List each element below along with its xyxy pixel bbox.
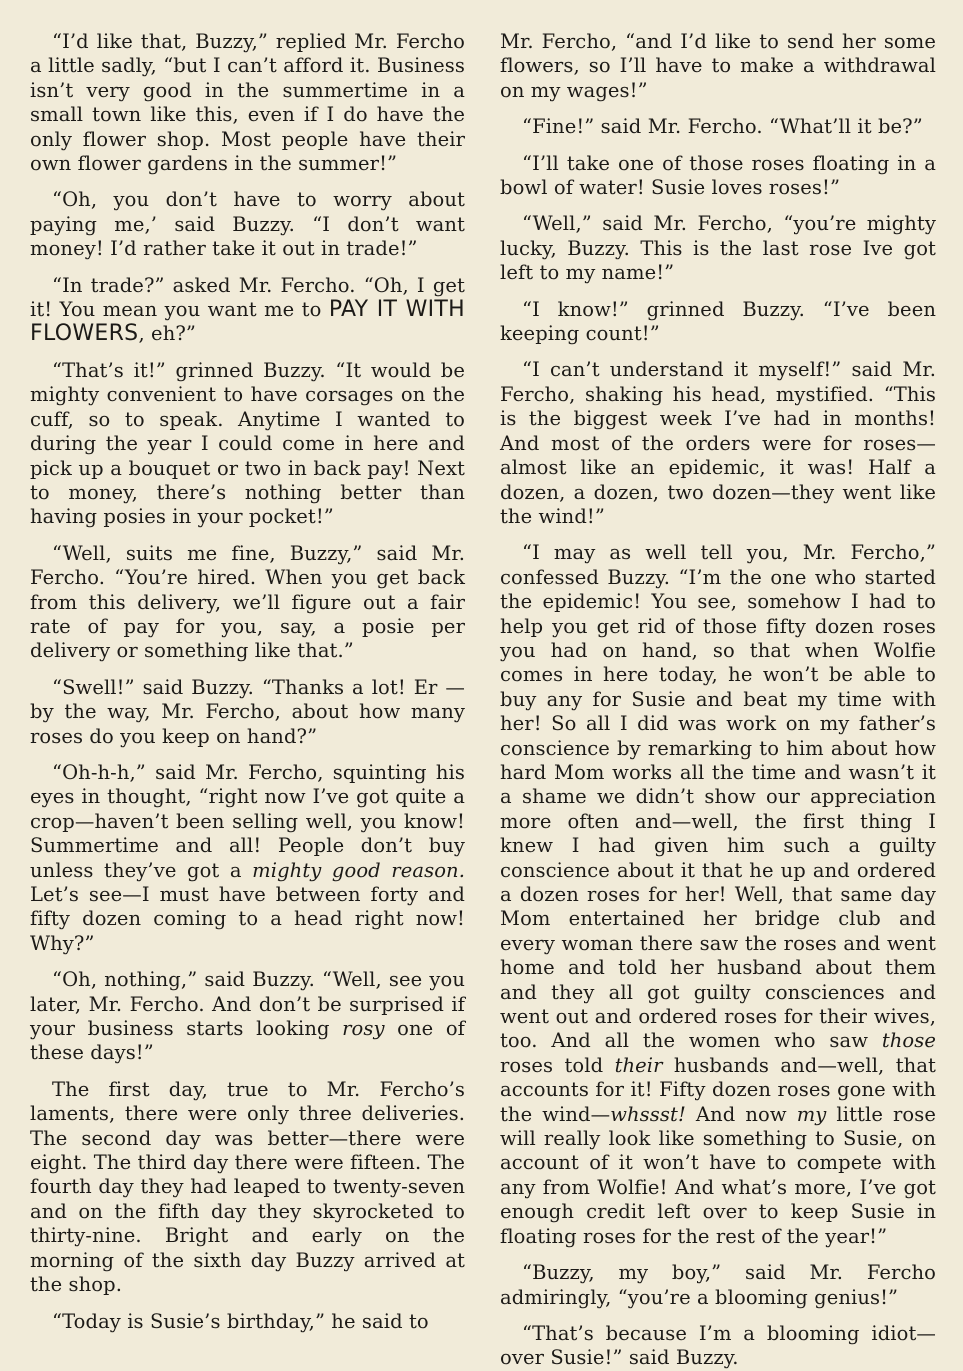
text-run: roses told xyxy=(500,1053,615,1077)
paragraph: “That’s it!” grinned Buzzy. “It would be mighty convenient to have corsages on the cuff, so to speak. Anytime I wanted to during the year I could come in here and pick up a bouquet or two in back pay! Next to money, there’s nothing better than having posies in your pocket!” xyxy=(30,358,465,529)
text-run: Let’s see—I must have between forty and fifty dozen coming to a head right now! Why?” xyxy=(30,883,465,955)
paragraph: “Well,” said Mr. Fercho, “you’re mighty lucky, Buzzy. This is the last rose Ive got left to my name!” xyxy=(500,212,936,285)
paragraph xyxy=(30,761,465,956)
paragraph: “I can’t understand it myself!” said Mr. Fercho, shaking his head, mystified. “This is the biggest week I’ve had in months! And most of the orders were for roses—almost like an epidemic, it was! Half a dozen, a dozen, two dozen—they went like the wind!” xyxy=(500,358,936,528)
paragraph: “Buzzy, my boy,” said Mr. Fercho admiringly, “you’re a blooming genius!” xyxy=(500,1261,936,1309)
emphasis-italic: their xyxy=(614,1053,663,1077)
paragraph: “Today is Susie’s birthday,” he said to xyxy=(52,1309,429,1333)
text-run: husbands and—well, that accounts for it! Fifty dozen roses gone with the wind— xyxy=(500,1053,936,1126)
text-run: And now xyxy=(685,1102,797,1126)
paragraph: The first day, true to Mr. Fercho’s laments, there were only three deliveries. The second day was better—there were eight. The third day there were fifteen. The fourth day they had leaped to twenty-seven and on the fifth day they skyrocketed to thirty-nine. Bright and early on the morning of the sixth day Buzzy arrived at the shop. xyxy=(30,1077,465,1297)
paragraph: “Fine!” said Mr. Fercho. “What’ll it be?” xyxy=(522,115,923,139)
emphasis-italic: whssst! xyxy=(610,1102,686,1126)
paragraph: “I’d like that, Buzzy,” replied Mr. Fercho a little sadly, “but I can’t afford it. Business isn’t very good in the summertime in a small town like this, even if I do have the only flower shop. Most people have their own flower gardens in the summer!” xyxy=(30,30,465,176)
right-text-column xyxy=(500,30,936,1370)
text-run: little rose will really look like something to Susie, on account of it won’t have to compete with any from Wolfie! And what’s more, I’ve got enough credit left over to keep Susie in floating roses for the rest of the year!” xyxy=(500,1102,936,1248)
text-run: “Oh-h-h,” said Mr. Fercho, squinting his eyes in thought, “right now I’ve got quite a crop—haven’t been selling well, you know! Summertime and all! People don’t buy unless they’ve got a xyxy=(30,760,465,882)
paragraph xyxy=(30,274,465,347)
text-run: “In trade?” asked Mr. Fercho. “Oh, I get it! You mean you want me to xyxy=(30,273,465,322)
emphasis-italic: my xyxy=(796,1102,827,1126)
emphasis-italic: those xyxy=(881,1029,936,1053)
left-text-column xyxy=(30,30,465,1333)
text-run: , eh?” xyxy=(138,322,196,346)
paragraph: “That’s because I’m a blooming idiot—over Susie!” said Buzzy. xyxy=(500,1321,936,1370)
text-run: “Oh, nothing,” said Buzzy. “Well, see you later, Mr. Fercho. And don’t be surprised if your business starts looking xyxy=(30,968,465,1041)
text-run: “I may as well tell you, Mr. Fercho,” confessed Buzzy. “I’m the one who started the epidemic! You see, somehow I had to help you get rid of those fifty dozen roses you had on hand, so that when Wolfie comes in here today, he won’t be able to buy any for Susie and beat my time with her! So all I did was work on my father’s conscience by remarking to him about how hard Mom works all the time and wasn’t it a shame we didn’t show our appreciation more often and—well, the first thing I knew I had given him such a guilty conscience about it that he up and ordered a dozen roses for her! Well, that same day Mom entertained her bridge club and every woman there saw the roses and went home and told her husband about them and they all got guilty consciences and went out and ordered roses for their wives, too. And all the women who saw xyxy=(500,541,936,1053)
paragraph-continued: Mr. Fercho, “and I’d like to send her some flowers, so I’ll have to make a withdrawal on my wages!” xyxy=(500,30,936,102)
paragraph: “Oh, you don’t have to worry about paying me,’ said Buzzy. “I don’t want money! I’d rather take it out in trade!” xyxy=(30,188,465,261)
paragraph xyxy=(500,541,936,1249)
emphasis-caps: PAY IT WITH FLOWERS xyxy=(30,297,465,347)
paragraph: “Swell!” said Buzzy. “Thanks a lot! Er —by the way, Mr. Fercho, about how many roses do you keep on hand?” xyxy=(30,675,465,748)
emphasis-italic: rosy xyxy=(342,1017,385,1041)
paragraph: “I’ll take one of those roses floating in a bowl of water! Susie loves roses!” xyxy=(500,151,936,200)
paragraph: “Well, suits me fine, Buzzy,” said Mr. Fercho. “You’re hired. When you get back from this delivery, we’ll figure out a fair rate of pay for you, say, a posie per delivery or something like that.” xyxy=(30,541,465,663)
text-run: one of these days!” xyxy=(30,1017,465,1065)
emphasis-italic: mighty good reason. xyxy=(252,858,465,882)
paragraph: “I know!” grinned Buzzy. “I’ve been keeping count!” xyxy=(500,297,936,346)
paragraph xyxy=(30,968,465,1066)
